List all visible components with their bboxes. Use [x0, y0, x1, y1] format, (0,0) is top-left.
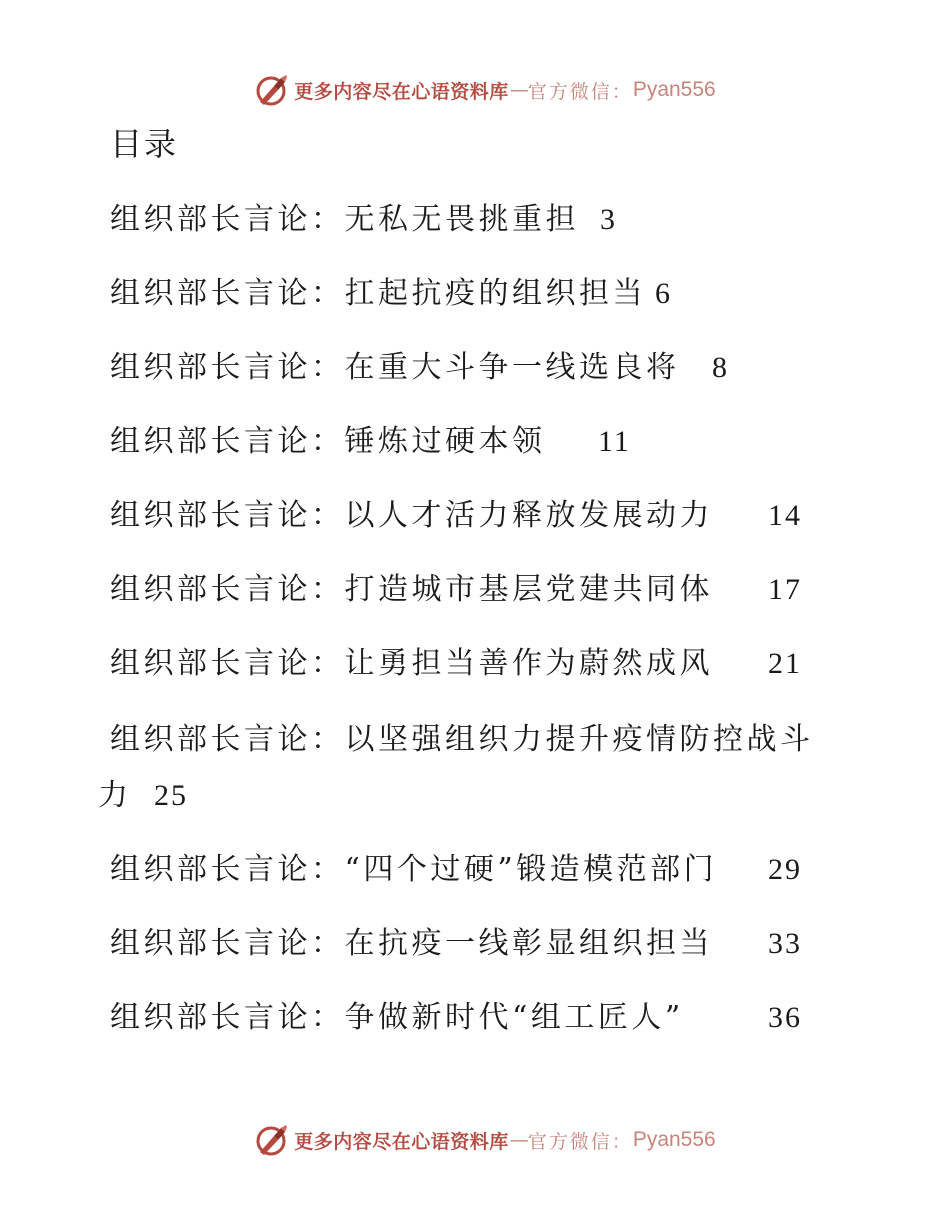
toc-entry-page: 36	[768, 1001, 802, 1034]
toc-entry-page: 21	[768, 647, 802, 680]
footer-banner	[0, 1120, 950, 1160]
toc-entry-label: 组织部长言论：争做新时代“组工匠人”	[110, 1000, 684, 1035]
toc-entry-wrapped[interactable]	[0, 716, 950, 826]
toc-entry[interactable]	[0, 994, 950, 1042]
banner-wechat-id: Pyan556	[632, 1128, 716, 1151]
toc-entry[interactable]	[0, 492, 950, 540]
toc-entry-label: 组织部长言论：无私无畏挑重担	[110, 202, 579, 237]
toc-entry-label: 组织部长言论：扛起抗疫的组织担当	[110, 276, 646, 311]
banner-dash: —	[509, 1129, 527, 1151]
toc-entry-wrap-text: 力	[98, 778, 131, 813]
toc-entry[interactable]	[0, 270, 950, 318]
banner-official-label: 官方微信：	[527, 1130, 633, 1153]
toc-entry-page: 11	[598, 425, 631, 458]
toc-entry-label: 组织部长言论：在重大斗争一线选良将	[110, 350, 680, 385]
banner-wechat-id: Pyan556	[632, 78, 716, 101]
toc-entry-page: 8	[712, 351, 729, 384]
toc-entry-label: 组织部长言论：以人才活力释放发展动力	[110, 498, 713, 533]
toc-title: 目录	[110, 125, 179, 163]
toc-entry[interactable]	[0, 344, 950, 392]
toc-entry-page: 3	[600, 203, 617, 236]
toc-entry-page: 17	[768, 573, 802, 606]
toc-entry[interactable]	[0, 640, 950, 688]
banner-content	[254, 1122, 715, 1158]
toc-entry-label: 组织部长言论：锤炼过硬本领	[110, 424, 546, 459]
toc-entry-label: 组织部长言论：“四个过硬”锻造模范部门	[110, 852, 718, 887]
toc-entry-page: 25	[154, 779, 188, 812]
pen-logo-icon	[254, 1122, 290, 1158]
banner-text: 更多内容尽在心语资料库	[294, 80, 509, 103]
toc-entry-page: 33	[768, 927, 802, 960]
banner-official-label: 官方微信：	[527, 80, 633, 103]
toc-entry[interactable]	[0, 846, 950, 894]
toc-entry-label: 组织部长言论：让勇担当善作为蔚然成风	[110, 646, 713, 681]
toc-entry-page: 29	[768, 853, 802, 886]
toc-entry[interactable]	[0, 566, 950, 614]
toc-entry[interactable]	[0, 196, 950, 244]
toc-entry[interactable]	[0, 418, 950, 466]
toc-entry-page: 14	[768, 499, 802, 532]
toc-entry-label: 组织部长言论：以坚强组织力提升疫情防控战斗	[110, 722, 814, 757]
toc-entry[interactable]	[0, 920, 950, 968]
toc-entry-label: 组织部长言论：在抗疫一线彰显组织担当	[110, 926, 713, 961]
banner-dash: —	[509, 79, 527, 101]
toc-entry-label: 组织部长言论：打造城市基层党建共同体	[110, 572, 713, 607]
toc-entry-page: 6	[655, 277, 672, 310]
banner-text: 更多内容尽在心语资料库	[294, 1130, 509, 1153]
